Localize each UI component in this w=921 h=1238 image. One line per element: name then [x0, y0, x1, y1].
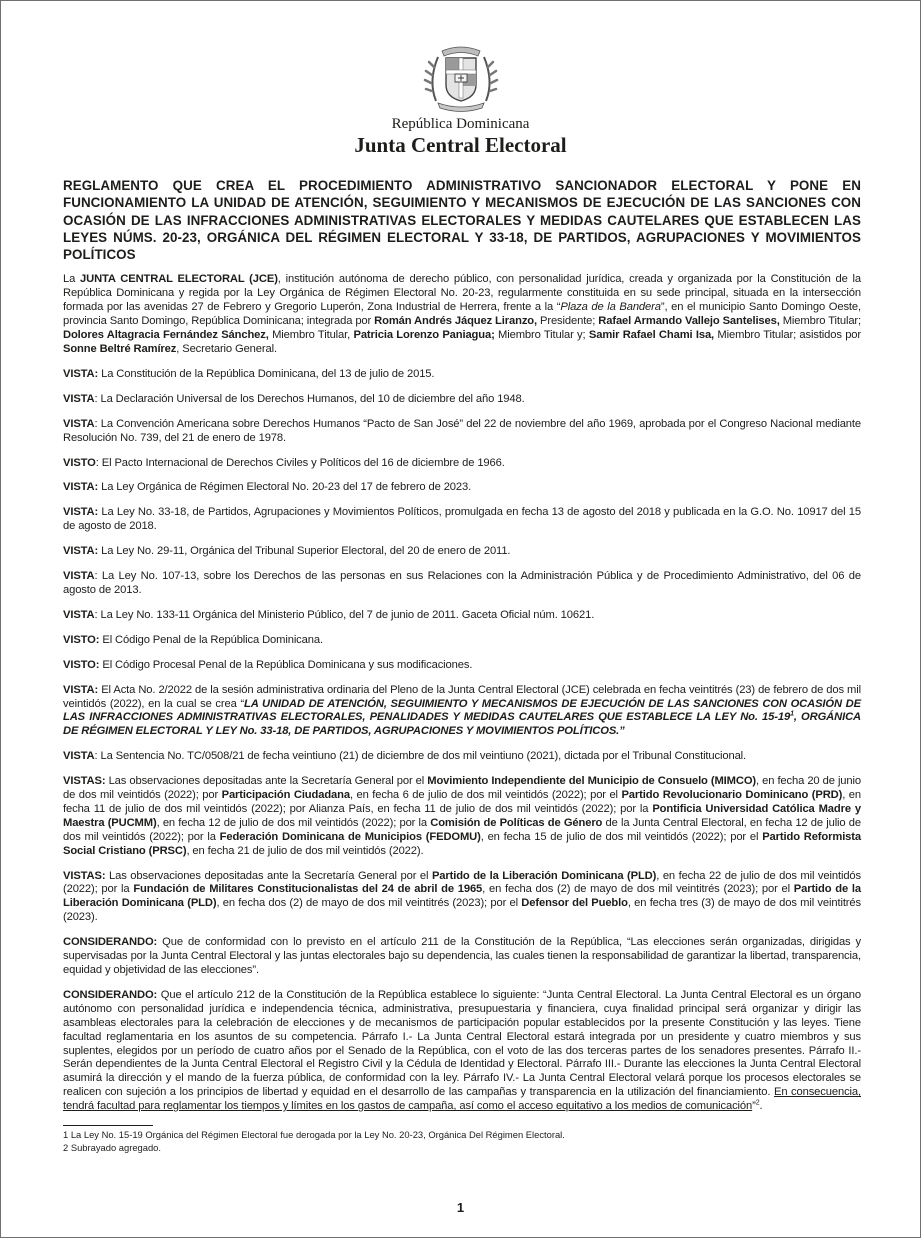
footnote-ref: 2 — [755, 1099, 760, 1107]
document-body — [63, 177, 861, 1154]
observaciones-paragraph: VISTAS: Las observaciones depositadas ante la Secretaría General por el Movimiento Independiente del Municipio de Consuelo (MIMCO), en fecha 20 de junio de dos mil veintidós (2022); por Participación Ciudadana, en fecha 6 de julio de dos mil veintidós (2022); por el Partido Revolucionario Dominicano (PRD), en fecha 11 de julio de dos mil veintidós (2022); por Alianza País, en fecha 11 de julio de dos mil veintidós (2022); por la Pontificia Universidad Católica Madre y Maestra (PUCMM), en fecha 12 de julio de dos mil veintidós (2022); por la Comisión de Políticas de Género de la Junta Central Electoral, en fecha 12 de julio de dos mil veintidós (2022); por la Federación Dominicana de Municipios (FEDOMU), en fecha 15 de julio de dos mil veintidós (2022); por el Partido Reformista Social Cristiano (PRSC), en fecha 21 de julio de dos mil veintidós (2022). — [63, 775, 861, 857]
footnote-ref: 1 — [790, 710, 794, 718]
vista-paragraph: VISTO: El Código Procesal Penal de la República Dominicana y sus modificaciones. — [63, 658, 473, 671]
footnote-divider — [63, 1125, 153, 1126]
vista-paragraph: VISTA: La Ley No. 133-11 Orgánica del Ministerio Público, del 7 de junio de 2011. Gaceta Oficial núm. 10621. — [63, 608, 595, 621]
considerando-paragraph: CONSIDERANDO: Que de conformidad con lo previsto en el artículo 211 de la Constitución de la República, “Las elecciones serán organizadas, dirigidas y supervisadas por la Junta Central Electoral y las juntas electorales bajo su dependencia, las cuales tienen la responsabilidad de garantizar la libertad, transparencia, equidad y objetividad de las elecciones”. — [63, 936, 861, 977]
footnote: 1 La Ley No. 15-19 Orgánica del Régimen Electoral fue derogada por la Ley No. 20-23, Orgánica Del Régimen Electoral. — [63, 1129, 565, 1141]
sentencia-paragraph: VISTA: La Sentencia No. TC/0508/21 de fecha veintiuno (21) de diciembre de dos mil veintiuno (2021), dictada por el Tribunal Constitucional. — [63, 750, 747, 763]
masthead — [1, 41, 920, 158]
observaciones-paragraph: VISTAS: Las observaciones depositadas ante la Secretaría General por el Partido de la Liberación Dominicana (PLD), en fecha 22 de julio de dos mil veintidós (2022); por la Fundación de Militares Constitucionalistas del 24 de abril de 1965, en fecha dos (2) de mayo de dos mil veintitrés (2023); por el Partido de la Liberación Dominicana (PLD), en fecha dos (2) de mayo de dos mil veintitrés (2023); por el Defensor del Pueblo, en fecha tres (3) de mayo de dos mil veintitrés (2023). — [63, 869, 862, 924]
vista-paragraph: VISTA: La Ley Orgánica de Régimen Electoral No. 20-23 del 17 de febrero de 2023. — [63, 481, 472, 494]
footnote: 2 Subrayado agregado. — [63, 1141, 161, 1153]
acta-paragraph: VISTA: El Acta No. 2/2022 de la sesión administrativa ordinaria del Pleno de la Junta Central Electoral (JCE) celebrada en fecha veintitrés (23) de febrero de dos mil veintidós (2022), en la cual se crea “LA UNIDAD DE ATENCIÓN, SEGUIMIENTO Y MECANISMOS DE EJECUCIÓN DE LAS SANCIONES CON OCASIÓN DE LAS INFRACCIONES ADMINISTRATIVAS ELECTORALES, PENALIDADES Y MEDIDAS CAUTELARES QUE ESTABLECE LA LEY No. $15-19^1$, ORGÁNICA DE RÉGIMEN ELECTORAL Y LEY No. 33-18, DE PARTIDOS, AGRUPACIONES Y MOVIMIENTOS POLÍTICOS.” — [63, 683, 861, 738]
coat-of-arms-icon — [422, 41, 500, 113]
vista-paragraph: VISTA: La Ley No. 29-11, Orgánica del Tribunal Superior Electoral, del 20 de enero de 2011. — [63, 545, 511, 558]
vista-paragraph: VISTA: La Declaración Universal de los Derechos Humanos, del 10 de diciembre del año 1948. — [63, 392, 525, 405]
vista-paragraph: VISTA: La Convención Americana sobre Derechos Humanos “Pacto de San José” del 22 de noviembre del año 1969, aprobada por el Congreso Nacional mediante Resolución No. 739, del 21 de enero de 1978. — [63, 417, 861, 444]
considerando-paragraph: CONSIDERANDO: Que el artículo 212 de la Constitución de la República establece lo siguiente: “Junta Central Electoral. La Junta Central Electoral es un órgano autónomo con personalidad jurídica e independencia técnica, administrativa, presupuestaria y financiera, cuya finalidad principal será organizar y dirigir las asambleas electorales para la celebración de elecciones y de mecanismos de participación popular establecidos por la presente Constitución y las leyes. Tiene facultad reglamentaria en los asuntos de su competencia. Párrafo I.- La Junta Central Electoral estará integrada por un presidente y cuatro miembros y sus suplentes, elegidos por un período de cuatro años por el Senado de la República, con el voto de las dos terceras partes de los senadores presentes. Párrafo II.- Serán dependientes de la Junta Central Electoral el Registro Civil y la Cédula de Identidad y Electoral. Párrafo III.- Durante las elecciones la Junta Central Electoral asumirá la dirección y el mando de la fuerza pública, de conformidad con la ley. Párrafo IV.- La Junta Central Electoral velará porque los procesos electorales se realicen con sujeción a los principios de libertad y equidad en el desarrollo de las campañas y transparencia en la utilización del financiamiento. En consecuencia, tendrá facultad para reglamentar los tiempos y límites en los gastos de campaña, así como el acceso equitativo a los medios de comunicación”$^2$. — [63, 988, 861, 1113]
vista-paragraph: VISTO: El Código Penal de la República Dominicana. — [63, 633, 323, 646]
document-title: REGLAMENTO QUE CREA EL PROCEDIMIENTO ADMINISTRATIVO SANCIONADOR ELECTORAL Y PONE EN FUNCIONAMIENTO LA UNIDAD DE ATENCIÓN, SEGUIMIENTO Y MECANISMOS DE EJECUCIÓN DE LAS SANCIONES CON OCASIÓN DE LAS INFRACCIONES ADMINISTRATIVAS ELECTORALES Y MEDIDAS CAUTELARES QUE ESTABLECEN LAS LEYES NÚMS. 20-23, ORGÁNICA DEL RÉGIMEN ELECTORAL Y 33-18, DE PARTIDOS, AGRUPACIONES Y MOVIMIENTOS POLÍTICOS — [63, 178, 861, 263]
page-number: 1 — [456, 1200, 465, 1215]
vista-paragraph: VISTA: La Ley No. 33-18, de Partidos, Agrupaciones y Movimientos Políticos, promulgada en fecha 13 de agosto del 2018 y publicada en la G.O. No. 10917 del 15 de agosto de 2018. — [63, 506, 861, 533]
intro-paragraph: La JUNTA CENTRAL ELECTORAL (JCE), institución autónoma de derecho público, con personalidad jurídica, creada y organizada por la Constitución de la República Dominicana y regida por la Ley Orgánica de Régimen Electoral No. 20-23, regularmente constituida en su sede principal, situada en la intersección formada por las avenidas 27 de Febrero y Gregorio Luperón, Zona Industrial de Herrera, frente a la “Plaza de la Bandera”, en el municipio Santo Domingo Oeste, provincia Santo Domingo, República Dominicana; integrada por Román Andrés Jáquez Liranzo, Presidente; Rafael Armando Vallejo Santelises, Miembro Titular; Dolores Altagracia Fernández Sánchez, Miembro Titular, Patricia Lorenzo Paniagua; Miembro Titular y; Samir Rafael Chami Isa, Miembro Titular; asistidos por Sonne Beltré Ramírez, Secretario General. — [63, 273, 862, 356]
vista-paragraph: VISTA: La Ley No. 107-13, sobre los Derechos de las personas en sus Relaciones con la Administración Pública y de Procedimiento Administrativo, del 06 de agosto de 2013. — [63, 570, 861, 596]
vista-paragraph: VISTO: El Pacto Internacional de Derechos Civiles y Políticos del 16 de diciembre de 1966. — [63, 456, 505, 469]
institution-name: Junta Central Electoral — [354, 133, 567, 157]
vista-paragraph: VISTA: La Constitución de la República Dominicana, del 13 de julio de 2015. — [63, 367, 435, 380]
country-name: República Dominicana — [391, 116, 530, 132]
